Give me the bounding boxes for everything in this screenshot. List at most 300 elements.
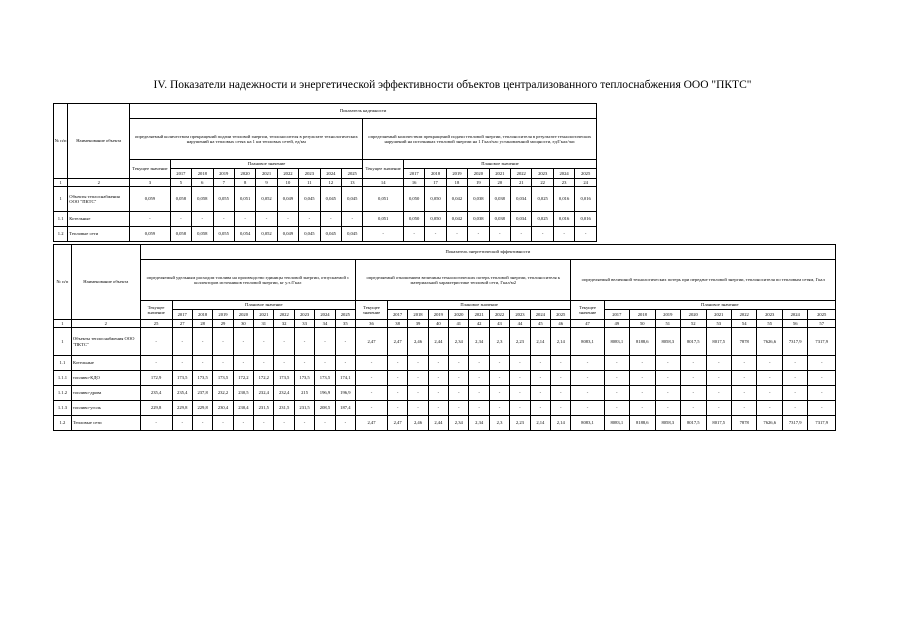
value-cell: 0,042 [446, 212, 467, 227]
value-cell: - [510, 386, 530, 401]
current-value-header: Текущее значение [130, 160, 170, 179]
column-number: 28 [192, 320, 212, 328]
column-number: 8 [234, 179, 255, 187]
value-cell: - [575, 227, 597, 242]
value-cell: 0,025 [532, 187, 553, 212]
value-cell: 0,025 [532, 212, 553, 227]
num-header: № п/п [54, 104, 68, 179]
column-number: 34 [315, 320, 335, 328]
value-cell: - [510, 401, 530, 416]
value-cell: - [489, 386, 509, 401]
value-cell: 2,47 [387, 416, 407, 431]
value-cell: - [428, 386, 448, 401]
value-cell: 172,2 [233, 371, 253, 386]
value-cell: - [604, 356, 629, 371]
year-header: 2021 [256, 169, 277, 179]
indicator-description: определяемый количеством прекращений подачи тепловой энергии, теплоносителя в результате технологических нарушений на тепловых сетях на 1 км тепловых сетей, ед/км [130, 119, 363, 160]
value-cell: 2,3 [489, 416, 509, 431]
column-number: 31 [254, 320, 274, 328]
value-cell: - [782, 371, 807, 386]
plan-value-header: Плановое значение [172, 301, 356, 310]
value-cell: 7626,6 [757, 416, 782, 431]
value-cell: 7317,9 [782, 328, 807, 356]
value-cell: - [532, 227, 553, 242]
column-number: 13 [342, 179, 363, 187]
value-cell: 0,038 [489, 187, 510, 212]
value-cell: 8083,1 [571, 328, 604, 356]
value-cell: 7317,9 [808, 328, 836, 356]
value-cell: - [192, 328, 212, 356]
value-cell: - [808, 371, 836, 386]
value-cell: - [342, 212, 363, 227]
value-cell: - [571, 386, 604, 401]
value-cell: - [630, 371, 655, 386]
value-cell: - [213, 328, 233, 356]
row-number: 1 [54, 328, 72, 356]
name-header: Наименование объекта [71, 245, 140, 320]
value-cell: - [356, 371, 388, 386]
year-header: 2019 [428, 310, 448, 320]
value-cell: - [446, 227, 467, 242]
value-cell: - [731, 386, 756, 401]
value-cell: - [681, 401, 706, 416]
value-cell: 230,5 [233, 386, 253, 401]
year-header: 2018 [408, 310, 428, 320]
column-number: 32 [274, 320, 294, 328]
value-cell: - [551, 371, 571, 386]
value-cell: - [681, 386, 706, 401]
value-cell: - [140, 416, 172, 431]
year-header: 2024 [530, 310, 550, 320]
value-cell: 8058,3 [655, 416, 680, 431]
year-header: 2024 [315, 310, 335, 320]
value-cell: - [233, 356, 253, 371]
value-cell: - [172, 356, 192, 371]
row-name: Котельные [68, 212, 130, 227]
reliability-table [53, 103, 597, 242]
value-cell: 2,14 [551, 328, 571, 356]
value-cell: 0,050 [403, 187, 424, 212]
row-number: 1.1.3 [54, 401, 72, 416]
value-cell: 173,5 [213, 371, 233, 386]
current-value-header: Текущее значение [571, 301, 604, 320]
column-number: 17 [425, 179, 446, 187]
value-cell: 2,44 [428, 328, 448, 356]
value-cell: 8083,1 [571, 416, 604, 431]
value-cell: 2,47 [356, 416, 388, 431]
value-cell: - [320, 212, 341, 227]
column-number: 41 [449, 320, 469, 328]
plan-value-header: Плановое значение [604, 301, 835, 310]
value-cell: - [233, 416, 253, 431]
value-cell: 0,050 [425, 187, 446, 212]
year-header: 2020 [233, 310, 253, 320]
value-cell: 8017,5 [706, 328, 731, 356]
value-cell: - [731, 401, 756, 416]
header-section-row [54, 245, 836, 260]
value-cell: - [408, 401, 428, 416]
year-header: 2021 [254, 310, 274, 320]
column-number: 29 [213, 320, 233, 328]
value-cell: 173,5 [192, 371, 212, 386]
year-header: 2023 [532, 169, 553, 179]
value-cell: 0,055 [213, 227, 234, 242]
column-number: 51 [655, 320, 680, 328]
year-header: 2023 [510, 310, 530, 320]
header-plan-row [54, 301, 836, 310]
year-header: 2021 [469, 310, 489, 320]
num-header: № п/п [54, 245, 72, 320]
indicator-description: определяемый удельным расходом топлива на производство единицы тепловой энергии, отпускаемой с коллекторов источников тепловой энергии, кг у.т./Гкал [140, 260, 355, 301]
table-row [54, 371, 836, 386]
column-number: 44 [510, 320, 530, 328]
header-description-row [54, 260, 836, 301]
column-number: 3 [130, 179, 170, 187]
value-cell: 172,2 [254, 371, 274, 386]
value-cell: - [140, 328, 172, 356]
column-number: 49 [604, 320, 629, 328]
value-cell: - [172, 416, 192, 431]
value-cell: 8083,1 [604, 328, 629, 356]
year-header: 2023 [299, 169, 320, 179]
value-cell: 231,5 [274, 401, 294, 416]
value-cell: - [449, 386, 469, 401]
value-cell: 235,4 [172, 386, 192, 401]
value-cell: - [706, 371, 731, 386]
value-cell: 0,016 [575, 212, 597, 227]
value-cell: 0,058 [170, 187, 191, 212]
value-cell: 2,34 [449, 328, 469, 356]
value-cell: - [706, 401, 731, 416]
year-header: 2025 [808, 310, 836, 320]
value-cell: 231,5 [254, 401, 274, 416]
value-cell: - [213, 212, 234, 227]
value-cell: 231,5 [294, 401, 314, 416]
value-cell: 0,016 [553, 187, 574, 212]
year-header: 2020 [468, 169, 489, 179]
value-cell: - [530, 401, 550, 416]
year-header: 2019 [213, 169, 234, 179]
page-title: IV. Показатели надежности и энергетической эффективности объектов централизованного теплоснабжения ООО "ПКТС" [153, 79, 752, 91]
value-cell: 0,052 [256, 187, 277, 212]
value-cell: 8017,5 [681, 328, 706, 356]
column-number: 43 [489, 320, 509, 328]
value-cell: - [294, 328, 314, 356]
column-number: 45 [530, 320, 550, 328]
row-name: Тепловые сети [68, 227, 130, 242]
year-header: 2023 [757, 310, 782, 320]
column-number: 30 [233, 320, 253, 328]
table-row [54, 212, 597, 227]
value-cell: - [140, 356, 172, 371]
value-cell: 172,9 [140, 371, 172, 386]
value-cell: 0,058 [192, 227, 213, 242]
value-cell: 2,47 [356, 328, 388, 356]
column-number: 14 [363, 179, 403, 187]
value-cell: - [630, 401, 655, 416]
row-number: 1.2 [54, 416, 72, 431]
value-cell: 173,5 [315, 371, 335, 386]
value-cell: - [274, 416, 294, 431]
value-cell: - [172, 328, 192, 356]
row-number: 1.1.1 [54, 371, 72, 386]
year-header: 2017 [604, 310, 629, 320]
value-cell: - [571, 371, 604, 386]
value-cell: - [530, 356, 550, 371]
header-section-row [54, 104, 597, 119]
value-cell: 0,038 [489, 212, 510, 227]
header-plan-row [54, 160, 597, 169]
year-header: 2024 [553, 169, 574, 179]
year-header: 2022 [277, 169, 298, 179]
name-header: Наименование объекта [68, 104, 130, 179]
value-cell: 229,8 [172, 401, 192, 416]
value-cell: - [604, 401, 629, 416]
column-number: 18 [446, 179, 467, 187]
value-cell: - [356, 356, 388, 371]
column-number: 16 [403, 179, 424, 187]
value-cell: 8188,6 [630, 416, 655, 431]
year-header: 2018 [425, 169, 446, 179]
table-row [54, 328, 836, 356]
value-cell: - [808, 401, 836, 416]
value-cell: - [408, 356, 428, 371]
column-number: 1 [54, 320, 72, 328]
column-number: 19 [468, 179, 489, 187]
table-row [54, 187, 597, 212]
year-header: 2021 [706, 310, 731, 320]
column-number: 1 [54, 179, 68, 187]
value-cell: 0,059 [130, 187, 170, 212]
section-title: Показатель надежности [130, 104, 597, 119]
value-cell: 0,045 [299, 227, 320, 242]
value-cell: 2,46 [408, 416, 428, 431]
value-cell: 173,5 [172, 371, 192, 386]
value-cell: 2,14 [551, 416, 571, 431]
value-cell: 7626,6 [757, 328, 782, 356]
row-number: 1 [54, 187, 68, 212]
value-cell: - [387, 356, 407, 371]
table-row [54, 416, 836, 431]
value-cell: 8058,3 [655, 328, 680, 356]
value-cell: - [757, 356, 782, 371]
value-cell: - [782, 401, 807, 416]
current-value-header: Текущее значение [140, 301, 172, 320]
value-cell: - [256, 212, 277, 227]
value-cell: - [335, 328, 355, 356]
column-number: 11 [299, 179, 320, 187]
value-cell: - [551, 356, 571, 371]
year-header: 2023 [294, 310, 314, 320]
value-cell: - [808, 386, 836, 401]
value-cell: 0,058 [192, 187, 213, 212]
value-cell: - [551, 386, 571, 401]
value-cell: - [192, 416, 212, 431]
value-cell: - [387, 386, 407, 401]
value-cell: 8017,5 [706, 416, 731, 431]
value-cell: 232,4 [254, 386, 274, 401]
year-header: 2024 [782, 310, 807, 320]
value-cell: - [469, 356, 489, 371]
value-cell: 174,1 [335, 371, 355, 386]
value-cell: - [489, 227, 510, 242]
value-cell: 0,055 [213, 187, 234, 212]
value-cell: - [299, 212, 320, 227]
value-cell: - [553, 227, 574, 242]
year-header: 2018 [630, 310, 655, 320]
column-number: 24 [575, 179, 597, 187]
value-cell: 229,8 [192, 401, 212, 416]
column-number: 10 [277, 179, 298, 187]
value-cell: - [315, 356, 335, 371]
value-cell: - [254, 356, 274, 371]
header-description-row [54, 119, 597, 160]
value-cell: - [425, 227, 446, 242]
value-cell: 232,4 [274, 386, 294, 401]
value-cell: - [363, 227, 403, 242]
value-cell: 0,059 [130, 227, 170, 242]
value-cell: - [315, 328, 335, 356]
value-cell: - [408, 386, 428, 401]
value-cell: 2,46 [408, 328, 428, 356]
value-cell: - [428, 356, 448, 371]
value-cell: - [449, 401, 469, 416]
year-header: 2017 [170, 169, 191, 179]
value-cell: 232,2 [213, 386, 233, 401]
value-cell: 0,051 [234, 187, 255, 212]
year-header: 2022 [489, 310, 509, 320]
value-cell: - [706, 356, 731, 371]
value-cell: - [130, 212, 170, 227]
value-cell: - [530, 371, 550, 386]
value-cell: - [706, 386, 731, 401]
value-cell: 0,045 [342, 187, 363, 212]
column-number: 53 [706, 320, 731, 328]
year-header: 2021 [489, 169, 510, 179]
column-number: 12 [320, 179, 341, 187]
value-cell: - [655, 401, 680, 416]
year-header: 2020 [449, 310, 469, 320]
row-number: 1.1.2 [54, 386, 72, 401]
value-cell: 2,23 [510, 328, 530, 356]
year-header: 2018 [192, 310, 212, 320]
row-name: топливо-КДО [71, 371, 140, 386]
year-header: 2022 [274, 310, 294, 320]
year-header: 2025 [335, 310, 355, 320]
column-number: 35 [335, 320, 355, 328]
value-cell: - [387, 401, 407, 416]
column-number: 39 [408, 320, 428, 328]
year-header: 2017 [403, 169, 424, 179]
value-cell: - [511, 227, 532, 242]
efficiency-table [53, 244, 836, 431]
value-cell: - [335, 356, 355, 371]
value-cell: 2,34 [449, 416, 469, 431]
value-cell: - [192, 212, 213, 227]
value-cell: - [254, 328, 274, 356]
row-number: 1.1 [54, 356, 72, 371]
value-cell: - [356, 401, 388, 416]
value-cell: 235,4 [140, 386, 172, 401]
value-cell: 2,44 [428, 416, 448, 431]
row-number: 1.2 [54, 227, 68, 242]
value-cell: 0,016 [553, 212, 574, 227]
year-header: 2020 [234, 169, 255, 179]
value-cell: - [254, 416, 274, 431]
value-cell: 8083,1 [604, 416, 629, 431]
value-cell: - [294, 416, 314, 431]
value-cell: - [213, 416, 233, 431]
column-number: 2 [68, 179, 130, 187]
value-cell: - [604, 386, 629, 401]
value-cell: 230,4 [213, 401, 233, 416]
value-cell: 7878 [731, 416, 756, 431]
year-header: 2018 [192, 169, 213, 179]
value-cell: - [335, 416, 355, 431]
value-cell: 0,045 [299, 187, 320, 212]
value-cell: - [489, 371, 509, 386]
column-number: 55 [757, 320, 782, 328]
year-header: 2022 [511, 169, 532, 179]
value-cell: - [356, 386, 388, 401]
value-cell: - [510, 371, 530, 386]
row-name: топливо-уголь [71, 401, 140, 416]
value-cell: - [757, 401, 782, 416]
value-cell: - [630, 356, 655, 371]
value-cell: - [234, 212, 255, 227]
column-number: 23 [553, 179, 574, 187]
column-number: 52 [681, 320, 706, 328]
value-cell: - [294, 356, 314, 371]
value-cell: 229,8 [140, 401, 172, 416]
value-cell: 2,34 [469, 328, 489, 356]
year-header: 2019 [655, 310, 680, 320]
table-row [54, 386, 836, 401]
value-cell: - [192, 356, 212, 371]
value-cell: - [655, 356, 680, 371]
column-number: 25 [140, 320, 172, 328]
value-cell: 0,054 [234, 227, 255, 242]
indicator-description: определяемый количеством прекращений подачи тепловой энергии, теплоносителя в результате технологических нарушений на источниках тепловой энергии на 1 Гкал/час установленной мощности, ед/Гкал/час [363, 119, 597, 160]
value-cell: 196,9 [335, 386, 355, 401]
value-cell: 0,050 [425, 212, 446, 227]
value-cell: 0,051 [363, 212, 403, 227]
value-cell: 187,4 [335, 401, 355, 416]
value-cell: - [449, 356, 469, 371]
value-cell: - [170, 212, 191, 227]
value-cell: - [274, 328, 294, 356]
value-cell: 0,038 [468, 187, 489, 212]
value-cell: 215 [294, 386, 314, 401]
value-cell: 2,47 [387, 328, 407, 356]
value-cell: - [428, 371, 448, 386]
current-value-header: Текущее значение [363, 160, 403, 179]
value-cell: 2,23 [510, 416, 530, 431]
row-name: Тепловые сети [71, 416, 140, 431]
indicator-description: определяемый отношением величины технологических потерь тепловой энергии, теплоносителя к материальной характеристике тепловой сети, Гкал/м2 [356, 260, 571, 301]
value-cell: - [782, 386, 807, 401]
column-number: 7 [213, 179, 234, 187]
column-number: 36 [356, 320, 388, 328]
value-cell: 0,045 [320, 227, 341, 242]
value-cell: - [571, 401, 604, 416]
value-cell: - [782, 356, 807, 371]
column-number: 20 [489, 179, 510, 187]
value-cell: 196,9 [315, 386, 335, 401]
value-cell: - [449, 371, 469, 386]
value-cell: - [233, 328, 253, 356]
table-row [54, 356, 836, 371]
